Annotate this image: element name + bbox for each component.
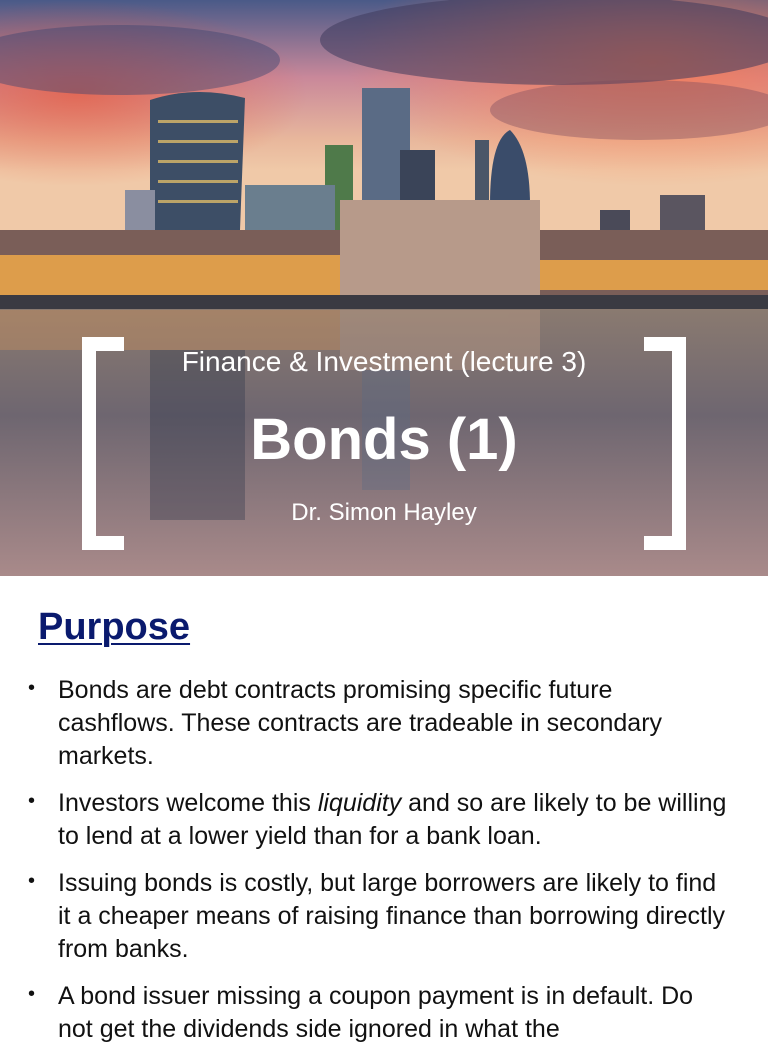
bullet-icon: •	[28, 677, 36, 699]
slide-title: Bonds (1)	[250, 407, 518, 472]
bullet-text: Issuing bonds is costly, but large borrowers are likely to find it a cheaper means of raising finance than borrowing directly from banks.	[58, 869, 726, 963]
section-heading-purpose: Purpose	[38, 606, 191, 648]
author-name: Dr. Simon Hayley	[291, 499, 477, 526]
list-item	[28, 674, 728, 773]
lecture-subtitle: Finance & Investment (lecture 3)	[181, 346, 587, 377]
bullet-emphasis: liquidity	[317, 789, 402, 817]
bullet-text: A bond issuer missing a coupon payment is in default. Do not get the dividends side ignored in what the	[58, 982, 694, 1043]
bullet-list	[28, 674, 728, 1060]
list-item	[28, 787, 728, 853]
bullet-text: Investors welcome this	[58, 789, 318, 817]
list-item	[28, 980, 728, 1046]
list-item	[28, 867, 728, 966]
bullet-icon: •	[28, 983, 36, 1005]
bullet-text-continued: and so are likely to be willing to lend at a lower yield than for a bank loan.	[58, 789, 727, 850]
bullet-text: Bonds are debt contracts promising specific future cashflows. These contracts are tradeable in secondary markets.	[58, 676, 663, 770]
bullet-icon: •	[28, 790, 36, 812]
bullet-icon: •	[28, 870, 36, 892]
